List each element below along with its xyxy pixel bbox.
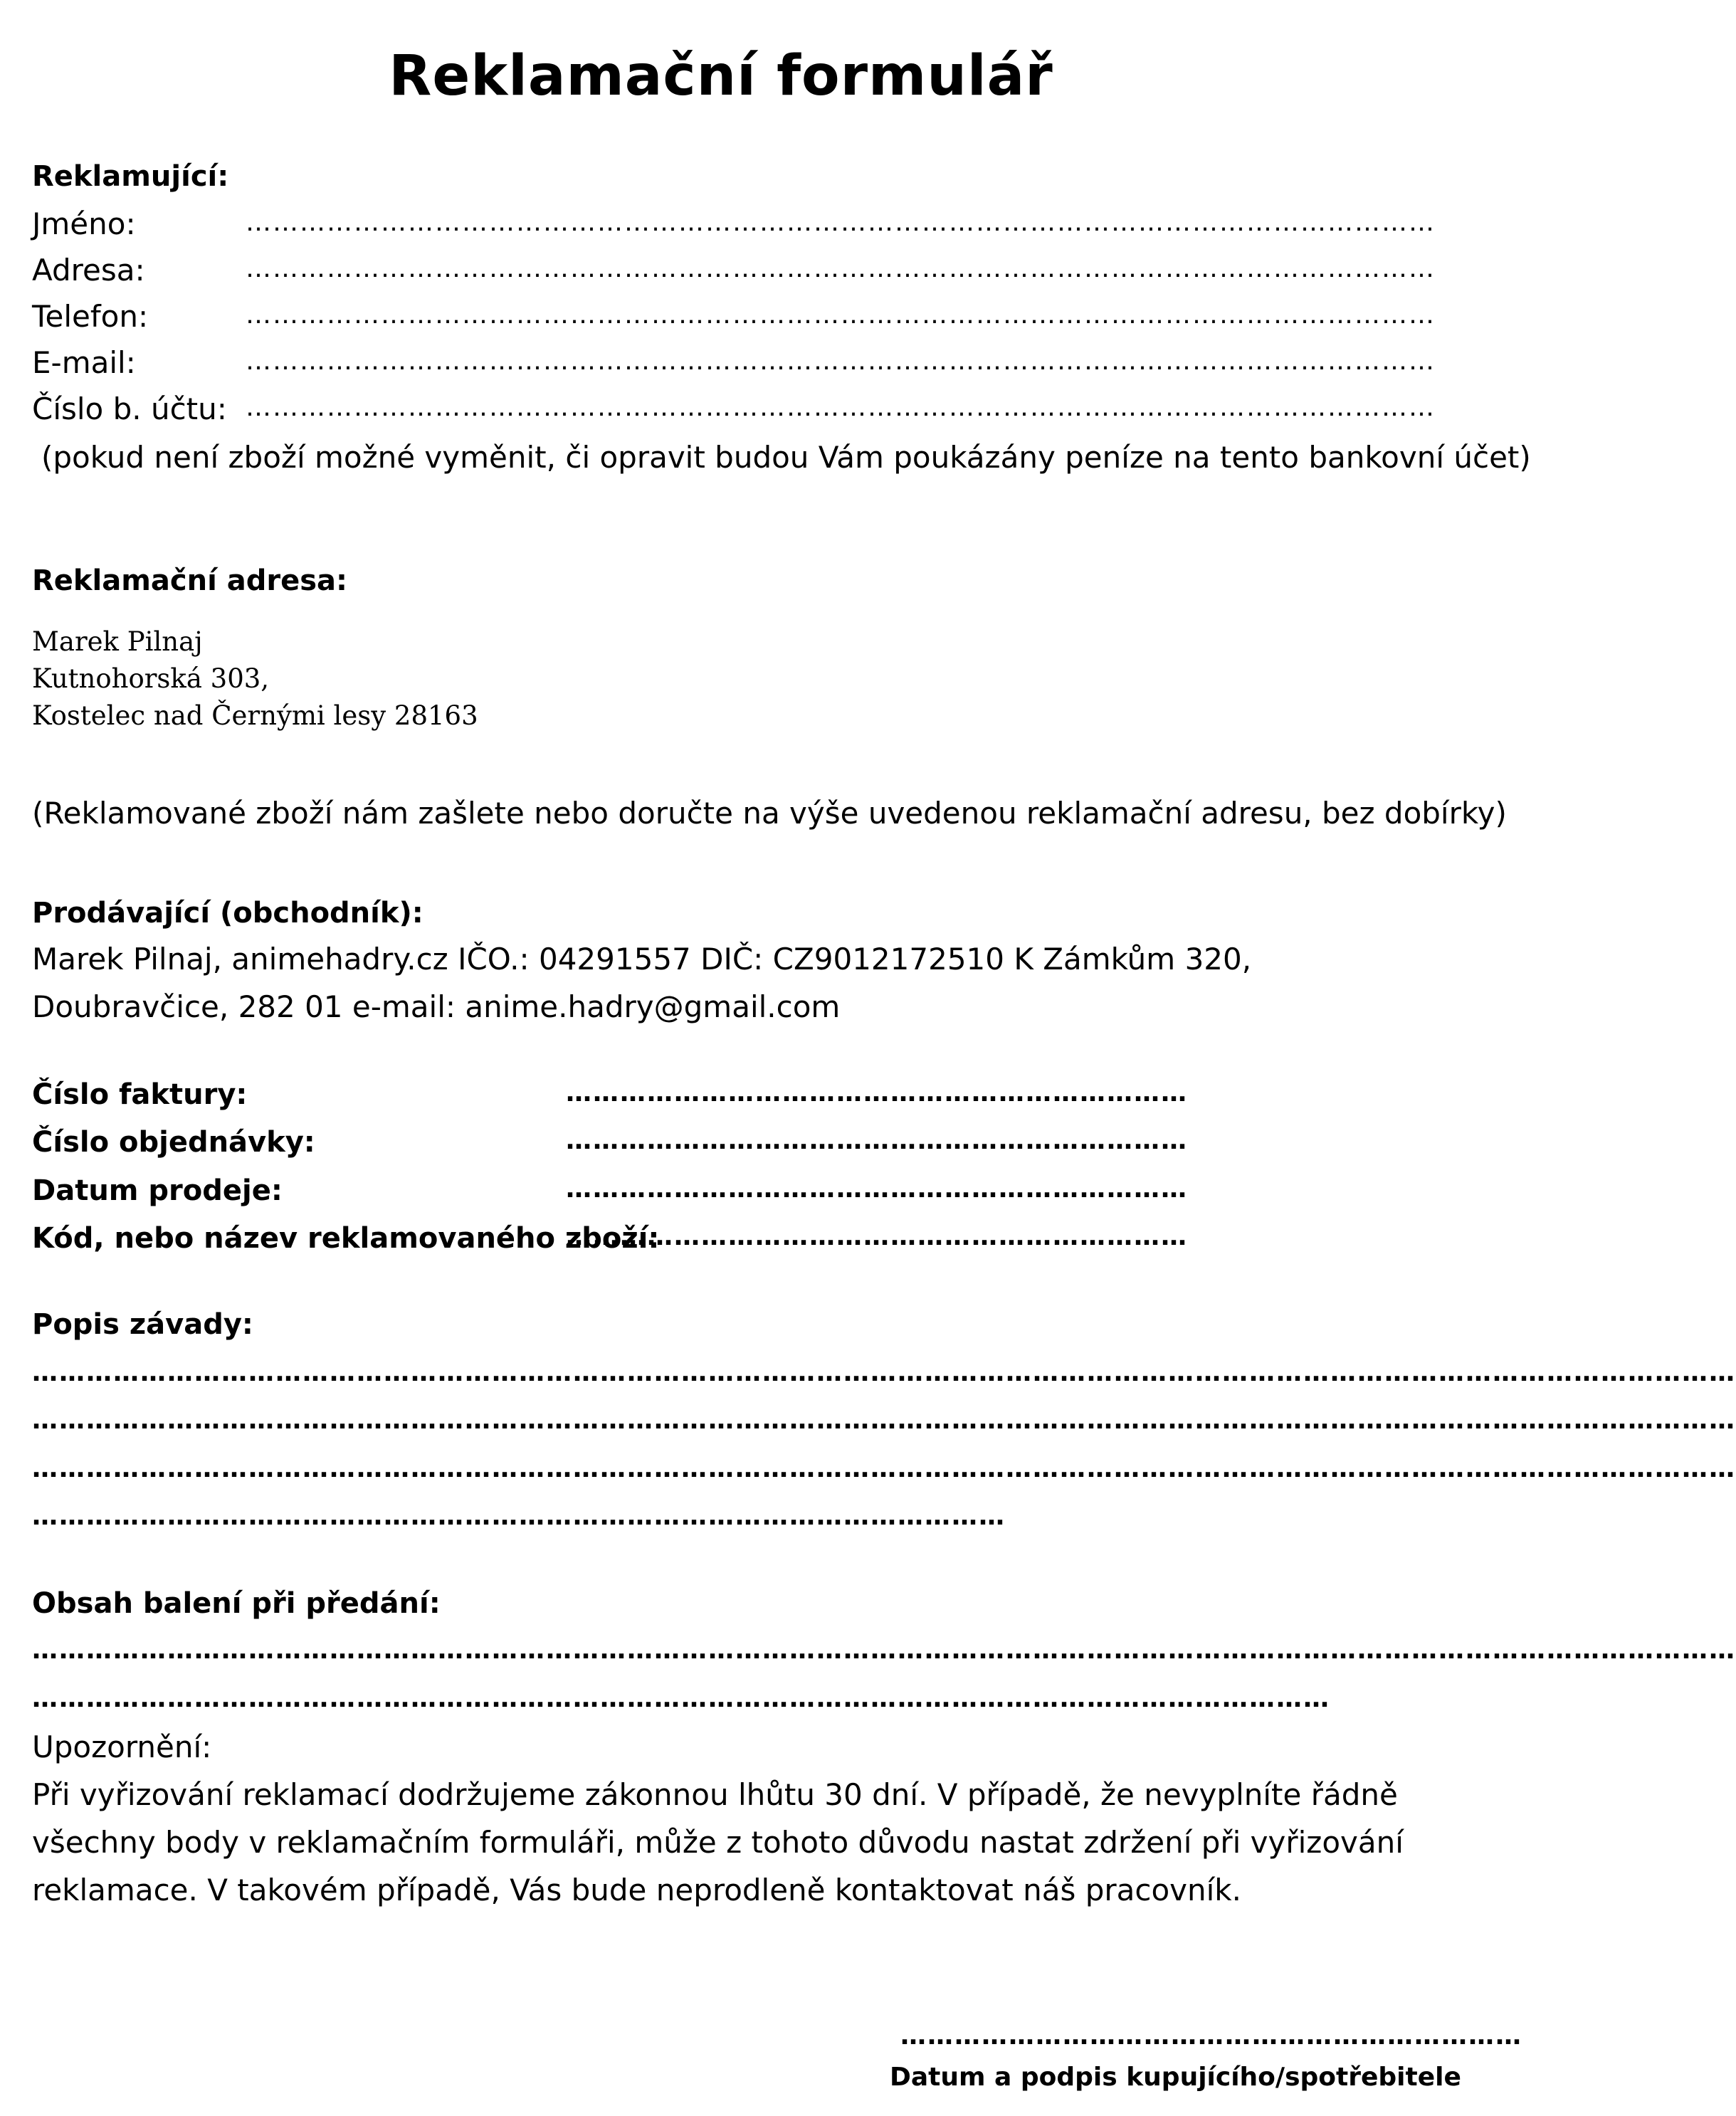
sale-date-field[interactable]: …………………………………………………………… (566, 1174, 1188, 1204)
defect-line-4[interactable]: ……………………………………………………………………………………………… (32, 1502, 1006, 1531)
defect-line-1[interactable]: ……………………………………………………………………………………………………………………………………………………………………… (32, 1358, 1736, 1387)
page-title: Reklamační formulář (389, 44, 1053, 108)
address-field[interactable]: …………………………………………………………………………………………………………………… (246, 254, 1436, 283)
email-label: E-mail: (32, 345, 136, 380)
warning-line-3: reklamace. V takovém případě, Vás bude neprodleně kontaktovat náš pracovník. (32, 1873, 1241, 1907)
sale-date-label: Datum prodeje: (32, 1174, 283, 1207)
seller-info-line2: Doubravčice, 282 01 e-mail: anime.hadry@gmail.com (32, 989, 841, 1024)
phone-field[interactable]: …………………………………………………………………………………………………………………… (246, 300, 1436, 330)
invoice-number-label: Číslo faktury: (32, 1078, 248, 1111)
product-code-label: Kód, nebo název reklamovaného zboží: (32, 1222, 660, 1255)
defect-line-3[interactable]: ……………………………………………………………………………………………………………………………………………………………………… (32, 1454, 1736, 1483)
seller-info-line1: Marek Pilnaj, animehadry.cz IČO.: 04291557 DIČ: CZ9012172510 K Zámkům 320, (32, 942, 1252, 977)
address-label: Adresa: (32, 253, 145, 288)
claim-address-heading: Reklamační adresa: (32, 564, 348, 597)
bank-account-note: (pokud není zboží možné vyměnit, či opravit budou Vám poukázány peníze na tento bankovní účet) (41, 440, 1531, 475)
invoice-number-field[interactable]: …………………………………………………………… (566, 1078, 1188, 1107)
signature-label: Datum a podpis kupujícího/spotřebitele (890, 2063, 1461, 2092)
bank-account-field[interactable]: …………………………………………………………………………………………………………………… (246, 393, 1436, 422)
claim-address-street: Kutnohorská 303, (32, 663, 270, 694)
defect-line-2[interactable]: ……………………………………………………………………………………………………………………………………………………………………… (32, 1406, 1736, 1435)
claimant-heading: Reklamující: (32, 160, 229, 193)
name-field[interactable]: …………………………………………………………………………………………………………………… (246, 208, 1436, 237)
package-line-1[interactable]: ……………………………………………………………………………………………………………………………………………………………………… (32, 1636, 1736, 1665)
warning-line-1: Při vyřizování reklamací dodržujeme zákonnou lhůtu 30 dní. V případě, že nevyplníte řádně (32, 1777, 1398, 1812)
seller-heading: Prodávající (obchodník): (32, 897, 424, 930)
warning-line-2: všechny body v reklamačním formuláři, může z tohoto důvodu nastat zdržení při vyřizování (32, 1825, 1404, 1860)
email-field[interactable]: …………………………………………………………………………………………………………………… (246, 347, 1436, 376)
phone-label: Telefon: (32, 299, 149, 334)
bank-account-label: Číslo b. účtu: (32, 391, 227, 426)
order-number-label: Číslo objednávky: (32, 1126, 315, 1159)
shipping-note: (Reklamované zboží nám zašlete nebo doručte na výše uvedenou reklamační adresu, bez dobírky) (32, 796, 1507, 831)
warning-heading: Upozornění: (32, 1730, 212, 1764)
product-code-field[interactable]: …………………………………………………………… (566, 1222, 1188, 1251)
order-number-field[interactable]: …………………………………………………………… (566, 1126, 1188, 1155)
defect-heading: Popis závady: (32, 1308, 253, 1341)
claim-address-city: Kostelec nad Černými lesy 28163 (32, 700, 478, 731)
claim-address-name: Marek Pilnaj (32, 626, 203, 657)
package-heading: Obsah balení při předání: (32, 1587, 441, 1620)
name-label: Jméno: (32, 206, 136, 241)
signature-line[interactable]: …………………………………………………………… (900, 2021, 1522, 2051)
package-line-2[interactable]: ……………………………………………………………………………………………………………………………… (32, 1684, 1330, 1713)
